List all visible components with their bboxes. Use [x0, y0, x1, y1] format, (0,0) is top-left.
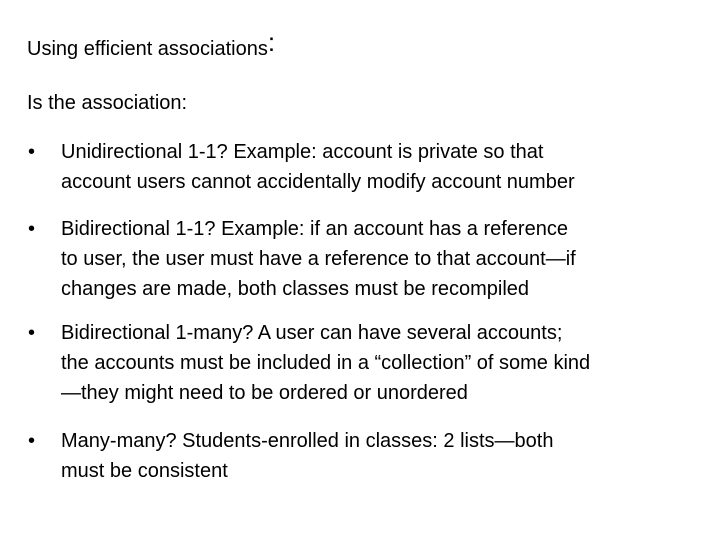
slide-title-colon: :: [267, 27, 276, 57]
bullet-icon: •: [28, 218, 36, 240]
bullet-text: [61, 137, 701, 197]
bullet-text: [61, 318, 701, 408]
bullet-line: Unidirectional 1-1? Example: account is private so that: [61, 141, 544, 163]
bullet-line: —they might need to be ordered or unordered: [61, 382, 468, 404]
bullet-line: account users cannot accidentally modify account number: [61, 171, 575, 193]
bullet-icon: •: [28, 430, 36, 452]
slide-title-text: Using efficient associations: [27, 38, 268, 60]
bullet-icon: •: [28, 141, 36, 163]
bullet-line: Many-many? Students-enrolled in classes: 2 lists—both: [61, 430, 554, 452]
intro-text: Is the association:: [27, 92, 188, 114]
bullet-line: the accounts must be included in a “collection” of some kind: [61, 352, 591, 374]
bullet-text: [61, 426, 701, 486]
slide-title: [27, 27, 276, 61]
bullet-icon: •: [28, 322, 36, 344]
bullet-line: must be consistent: [61, 460, 228, 482]
bullet-line: Bidirectional 1-many? A user can have several accounts;: [61, 322, 563, 344]
bullet-line: changes are made, both classes must be recompiled: [61, 278, 530, 300]
bullet-text: [61, 214, 701, 304]
bullet-line: Bidirectional 1-1? Example: if an account has a reference: [61, 218, 568, 240]
bullet-line: to user, the user must have a reference to that account—if: [61, 248, 576, 270]
